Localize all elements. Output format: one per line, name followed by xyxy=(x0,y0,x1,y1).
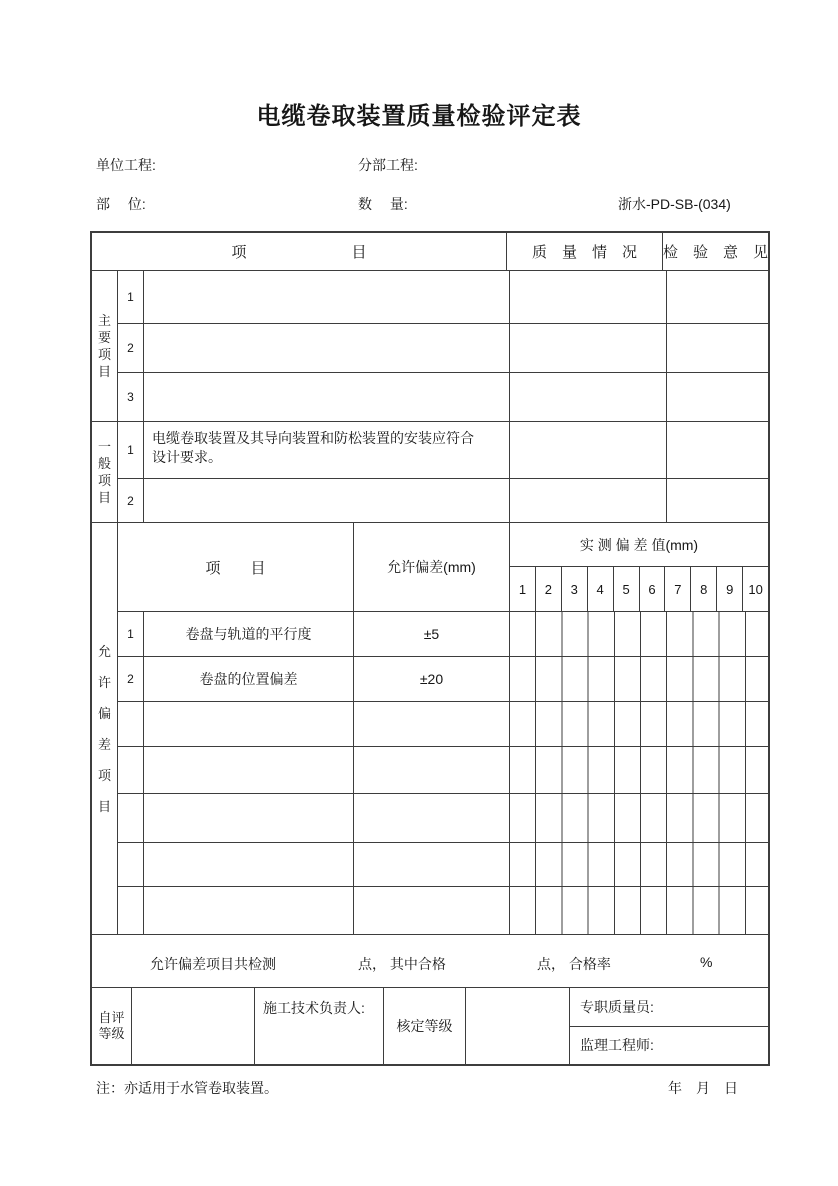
tech-lead-label: 施工技术负责人: xyxy=(255,988,384,1064)
measure-col-2: 2 xyxy=(536,567,562,611)
measure-col-4: 4 xyxy=(588,567,614,611)
measured-values-grid xyxy=(510,747,768,793)
inspection-cell xyxy=(667,271,768,323)
general-items-label-cell xyxy=(92,422,118,522)
table-row xyxy=(118,422,768,479)
footnote: 注：亦适用于水管卷取装置。 xyxy=(96,1080,278,1096)
deviation-row xyxy=(118,657,768,702)
measure-col-5: 5 xyxy=(614,567,640,611)
row-number: 3 xyxy=(118,373,144,421)
allowed-deviation-value xyxy=(354,887,510,934)
self-rating-value-cell xyxy=(132,988,255,1064)
quality-cell xyxy=(510,422,667,478)
item-cell xyxy=(144,271,510,323)
deviation-item xyxy=(144,887,354,934)
summary-percent-sign: % xyxy=(700,954,713,970)
measure-col-9: 9 xyxy=(717,567,743,611)
deviation-item xyxy=(144,794,354,842)
row-number xyxy=(118,794,144,842)
main-items-label-cell xyxy=(92,271,118,421)
item-cell xyxy=(144,324,510,372)
measure-col-8: 8 xyxy=(691,567,717,611)
allowed-deviation-value xyxy=(354,794,510,842)
header-inspection: 检 验 意 见 xyxy=(662,244,768,261)
deviation-item xyxy=(144,747,354,793)
table-row xyxy=(118,271,768,324)
deviation-item: 卷盘与轨道的平行度 xyxy=(144,612,354,656)
allowed-deviation-value xyxy=(354,843,510,886)
quality-cell xyxy=(510,271,667,323)
header-item: 项 目 xyxy=(92,233,507,270)
item-cell xyxy=(144,373,510,421)
quality-cell xyxy=(510,479,667,522)
item-cell xyxy=(144,479,510,522)
deviation-header-allowed: 允许偏差(mm) xyxy=(354,523,510,611)
measure-col-6: 6 xyxy=(640,567,666,611)
verified-rating-value-cell xyxy=(466,988,570,1064)
deviation-item xyxy=(144,702,354,746)
general-items-label: 一般项目 xyxy=(97,439,111,505)
quality-cell xyxy=(510,373,667,421)
main-items-label: 主要项目 xyxy=(97,313,111,379)
allowed-deviation-value xyxy=(354,702,510,746)
deviation-label-cell xyxy=(92,523,118,934)
quality-cell xyxy=(510,324,667,372)
deviation-row xyxy=(118,843,768,887)
row-number: 2 xyxy=(118,657,144,701)
deviation-header-item: 项 目 xyxy=(118,523,354,611)
allowed-deviation-value: ±5 xyxy=(354,612,510,656)
verified-rating-label: 核定等级 xyxy=(384,988,466,1064)
quality-officer-label: 专职质量员: xyxy=(570,988,768,1027)
date-line: 年 月 日 xyxy=(668,1080,738,1096)
measure-col-7: 7 xyxy=(665,567,691,611)
general-items-section xyxy=(92,422,768,523)
row-number: 1 xyxy=(118,612,144,656)
row-number xyxy=(118,747,144,793)
table-header-row xyxy=(92,233,768,271)
item-text: 电缆卷取装置及其导向装置和防松装置的安装应符合设计要求。 xyxy=(152,430,474,465)
item-cell xyxy=(144,422,510,478)
deviation-row xyxy=(118,794,768,843)
inspection-cell xyxy=(667,422,768,478)
row-number: 1 xyxy=(118,422,144,478)
deviation-row xyxy=(118,702,768,747)
deviation-header-row xyxy=(118,523,768,612)
summary-checked-label: 允许偏差项目共检测 xyxy=(150,956,276,972)
row-number xyxy=(118,843,144,886)
summary-row xyxy=(92,934,768,988)
measure-col-1: 1 xyxy=(510,567,536,611)
table-row xyxy=(118,479,768,522)
summary-rate-label: 点， 合格率 xyxy=(537,956,611,972)
row-number xyxy=(118,887,144,934)
form-code: 浙水-PD-SB-(034) xyxy=(618,196,731,212)
deviation-row xyxy=(118,612,768,657)
supervisor-label: 监理工程师: xyxy=(580,1037,654,1054)
self-rating-label-cell xyxy=(92,988,132,1064)
unit-project-label: 单位工程: xyxy=(96,157,156,173)
measured-values-grid xyxy=(510,887,768,934)
deviation-item xyxy=(144,843,354,886)
self-rating-label: 自评等级 xyxy=(98,1010,125,1041)
deviation-section xyxy=(92,523,768,934)
inspection-cell xyxy=(667,324,768,372)
measure-col-3: 3 xyxy=(562,567,588,611)
measured-values-grid xyxy=(510,794,768,842)
measure-columns-header xyxy=(510,567,768,611)
table-row xyxy=(118,324,768,373)
measured-values-grid xyxy=(510,843,768,886)
division-project-label: 分部工程: xyxy=(358,157,418,173)
row-number: 2 xyxy=(118,479,144,522)
summary-passed-label: 点， 其中合格 xyxy=(358,956,446,972)
measured-values-grid xyxy=(510,657,768,701)
measured-values-grid xyxy=(510,702,768,746)
deviation-label: 允许偏差项目 xyxy=(97,643,111,814)
inspection-table xyxy=(90,231,770,1066)
part-label: 部 位: xyxy=(96,196,146,212)
row-number xyxy=(118,702,144,746)
deviation-row xyxy=(118,887,768,934)
deviation-header-measured: 实 测 偏 差 值(mm) xyxy=(510,523,768,567)
header-quality: 质 量 情 况 xyxy=(507,233,663,270)
table-row xyxy=(118,373,768,421)
inspection-cell xyxy=(667,479,768,522)
measured-values-grid xyxy=(510,612,768,656)
main-items-section xyxy=(92,271,768,422)
deviation-row xyxy=(118,747,768,794)
measure-col-10: 10 xyxy=(748,581,763,597)
allowed-deviation-value: ±20 xyxy=(354,657,510,701)
allowed-deviation-value xyxy=(354,747,510,793)
page-title: 电缆卷取装置质量检验评定表 xyxy=(256,103,582,130)
deviation-item: 卷盘的位置偏差 xyxy=(144,657,354,701)
row-number: 2 xyxy=(118,324,144,372)
row-number: 1 xyxy=(118,271,144,323)
signature-row xyxy=(92,988,768,1064)
inspection-cell xyxy=(667,373,768,421)
quantity-label: 数 量: xyxy=(358,196,408,212)
